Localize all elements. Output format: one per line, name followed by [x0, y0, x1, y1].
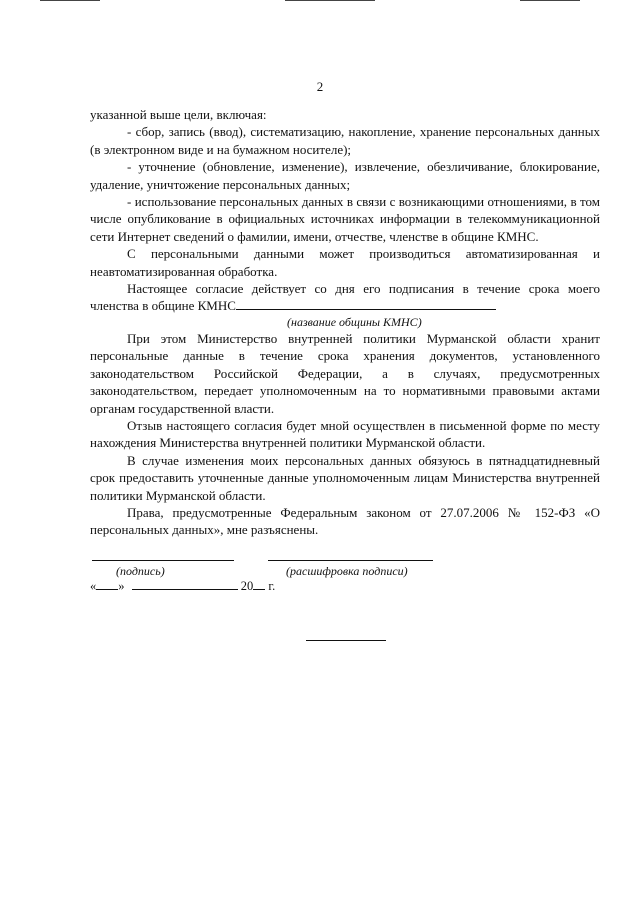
date-line — [90, 579, 275, 594]
page-number: 2 — [316, 79, 324, 94]
paragraph: При этом Министерство внутренней политики Мурманской области хранит персональные данные в течение срока хранения документов, установленного законодательством Российской Федерации, а в случаях, предусмотренных законодательством, передает уполномоченным на то нормативными правовыми актами органам государственной власти. — [90, 330, 600, 416]
document-body — [90, 106, 600, 539]
paragraph: Отзыв настоящего согласия будет мной осуществлен в письменной форме по месту нахождения Министерства внутренней политики Мурманской области. — [90, 417, 600, 451]
paragraph: В случае изменения моих персональных данных обязуюсь в пятнадцатидневный срок предоставить уточненные данные уполномоченным лицам Министерства внутренней политики Мурманской области. — [90, 452, 600, 503]
signature-caption: (подпись) — [116, 564, 165, 578]
scan-edge-line — [285, 0, 375, 1]
scan-edge-line — [40, 0, 100, 1]
scan-edge-line — [520, 0, 580, 1]
paragraph: Права, предусмотренные Федеральным законом от 27.07.2006 № 152-ФЗ «О персональных данных», мне разъяснены. — [90, 504, 600, 538]
paragraph — [90, 280, 600, 315]
year-blank[interactable] — [253, 589, 265, 590]
term-text: Настоящее согласие действует со дня его подписания в течение срока моего членства в общине КМНС — [90, 281, 600, 314]
date-quote-close: » — [118, 579, 125, 593]
community-name-blank[interactable] — [236, 309, 496, 310]
day-blank[interactable] — [96, 589, 118, 590]
month-blank[interactable] — [132, 589, 238, 590]
list-item: - использование персональных данных в связи с возникающими отношениями, в том числе опубликование в официальных источниках информации в телекоммуникационной сети Интернет сведений о фамилии, имени, отчестве, членстве в общине КМНС. — [90, 194, 600, 244]
community-caption: (название общины КМНС) — [287, 314, 422, 329]
paragraph: С персональными данными может производиться автоматизированная и неавтоматизированная обработка. — [90, 246, 600, 279]
year-prefix: 20 — [240, 579, 254, 593]
list-item: - сбор, запись (ввод), систематизацию, накопление, хранение персональных данных (в электронном виде и на бумажном носителе); — [90, 124, 600, 157]
end-separator-line — [306, 640, 386, 641]
signature-decode-caption: (расшифровка подписи) — [286, 564, 408, 578]
list-item: - уточнение (обновление, изменение), извлечение, обезличивание, блокирование, удаление, уничтожение персональных данных; — [90, 159, 600, 192]
year-suffix: г. — [268, 579, 276, 593]
signature-line[interactable] — [92, 560, 234, 561]
date-quote-open: « — [90, 579, 97, 593]
signature-decode-line[interactable] — [268, 560, 433, 561]
paragraph: указанной выше цели, включая: — [90, 107, 267, 122]
